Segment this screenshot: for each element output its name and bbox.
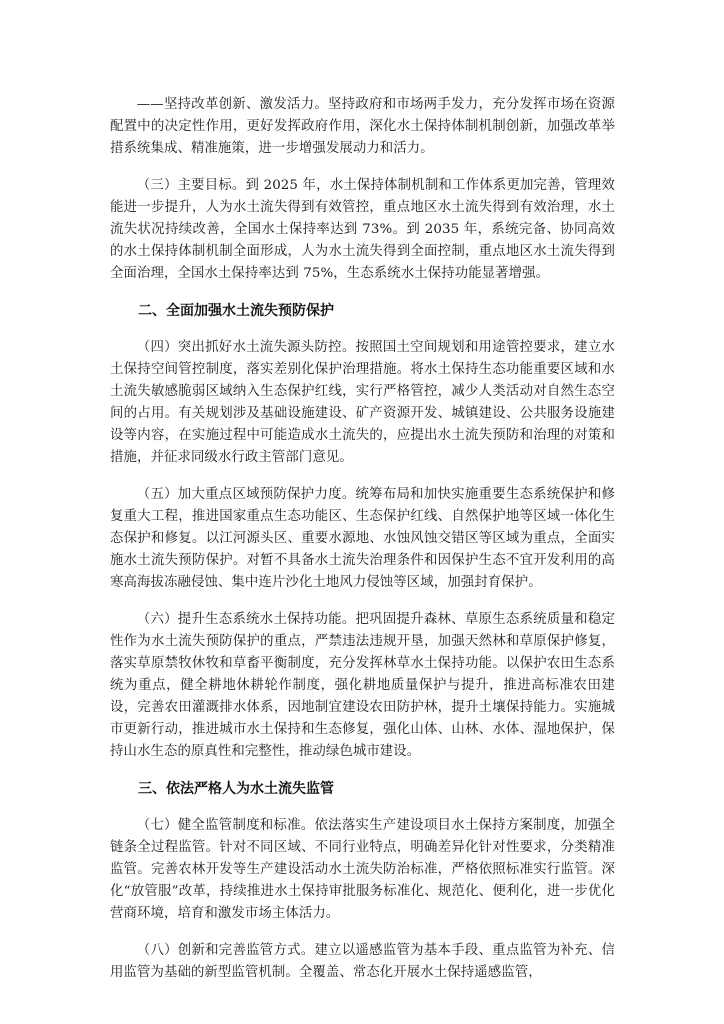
document-body xyxy=(110,94,615,999)
paragraph-standards: （七）健全监管制度和标准。依法落实生产建设项目水土保持方案制度，加强全链条全过程监管。针对不同区域、不同行业特点，明确差异化针对性要求，分类精准监管。完善农林开发等生产建设活动水土流失防治标准，严格依照标准实行监管。深化“放管服”改革，持续推进水土保持审批服务标准化、规范化、便利化，进一步优化营商环境，培育和激发市场主体活力。 xyxy=(110,818,615,921)
paragraph-main-goals: （三）主要目标。到 2025 年，水土保持体制机制和工作体系更加完善，管理效能进一步提升，人为水土流失得到有效管控，重点地区水土流失得到有效治理，水土流失状况持续改善，全国水土保持率达到 73%。到 2035 年，系统完备、协同高效的水土保持体制机制全面形成，人为水土流失得到全面控制，重点地区水土流失得到全面治理，全国水土保持率达到 75%，生态系统水土保持功能显著增强。 xyxy=(110,178,615,281)
paragraph-key-regions: （五）加大重点区域预防保护力度。统筹布局和加快实施重要生态系统保护和修复重大工程，推进国家重点生态功能区、生态保护红线、自然保护地等区域一体化生态保护和修复。以江河源头区、重要水源地、水蚀风蚀交错区等区域为重点，全面实施水土流失预防保护。对暂不具备水土流失治理条件和因保护生态不宜开发利用的高寒高海拔冻融侵蚀、集中连片沙化土地风力侵蚀等区域，加强封育保护。 xyxy=(110,487,615,590)
paragraph-reform-innovation: ——坚持改革创新、激发活力。坚持政府和市场两手发力，充分发挥市场在资源配置中的决定性作用，更好发挥政府作用，深化水土保持体制机制创新，加强改革举措系统集成、精准施策，进一步增强发展动力和活力。 xyxy=(110,97,615,156)
paragraph-ecosystem-function: （六）提升生态系统水土保持功能。把巩固提升森林、草原生态系统质量和稳定性作为水土流失预防保护的重点，严禁违法违规开垦，加强天然林和草原保护修复，落实草原禁牧休牧和草畜平衡制度，充分发挥林草水土保持功能。以保护农田生态系统为重点，健全耕地休耕轮作制度，强化耕地质量保护与提升，推进高标准农田建设，完善农田灌溉排水体系，因地制宜建设农田防护林，提升土壤保持能力。实施城市更新行动，推进城市水土保持和生态修复，强化山体、山林、水体、湿地保护，保持山水生态的原真性和完整性，推动绿色城市建设。 xyxy=(110,612,615,759)
paragraph-source-control: （四）突出抓好水土流失源头防控。按照国土空间规划和用途管控要求，建立水土保持空间管控制度，落实差别化保护治理措施。将水土保持生态功能重要区域和水土流失敏感脆弱区域纳入生态保护红线，实行严格管控，减少人类活动对自然生态空间的占用。有关规划涉及基础设施建设、矿产资源开发、城镇建设、公共服务设施建设等内容，在实施过程中可能造成水土流失的，应提出水土流失预防和治理的对策和措施，并征求同级水行政主管部门意见。 xyxy=(110,340,615,465)
section-heading-prevention: 二、全面加强水土流失预防保护 xyxy=(138,303,334,319)
section-heading-supervision: 三、依法严格人为水土流失监管 xyxy=(138,781,334,797)
paragraph-supervision-methods: （八）创新和完善监管方式。建立以遥感监管为基本手段、重点监管为补充、信用监管为基础的新型监管机制。全覆盖、常态化开展水土保持遥感监管， xyxy=(110,943,615,980)
